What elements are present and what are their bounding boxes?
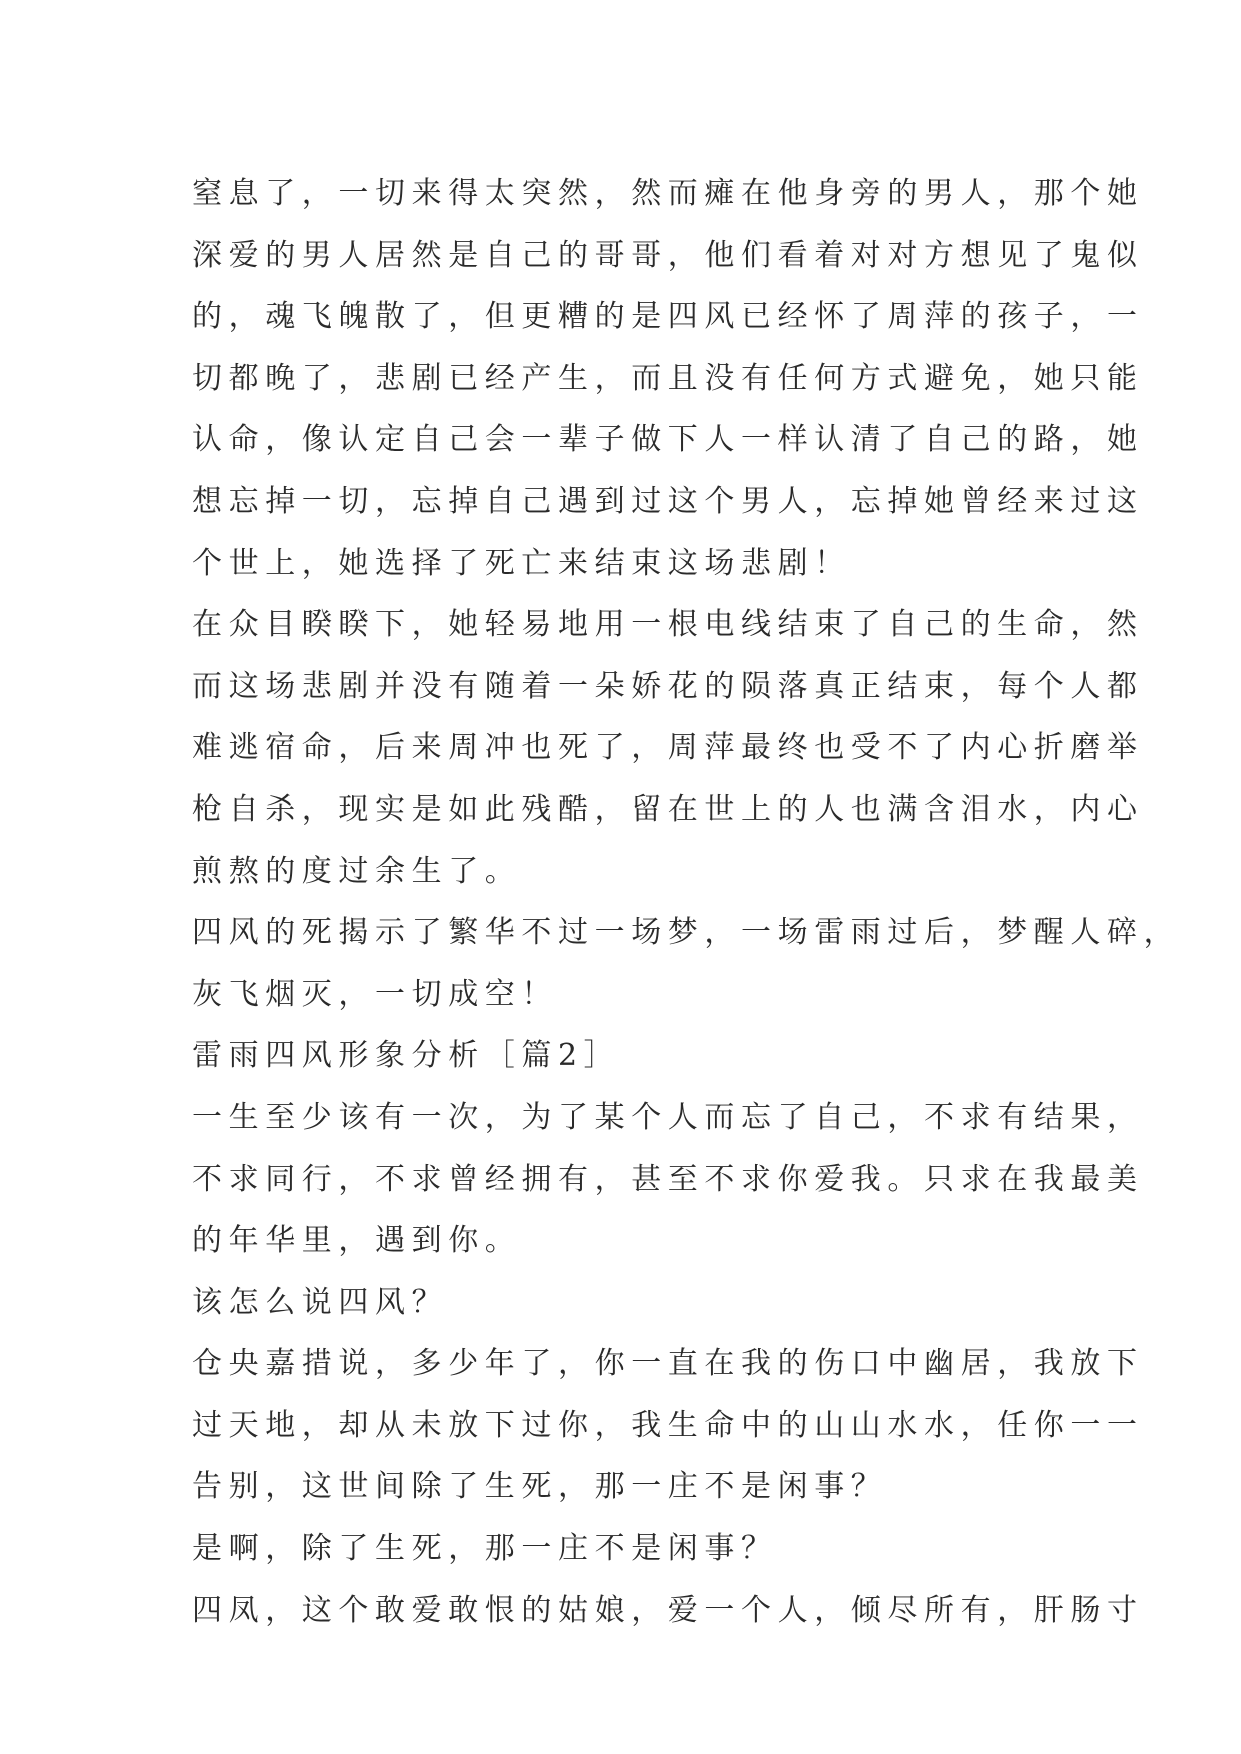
text-line-13: 四风的死揭示了繁华不过一场梦，一场雷雨过后，梦醒人碎， [192, 915, 1181, 951]
text-line-23: 是啊，除了生死，那一庄不是闲事？ [192, 1531, 778, 1567]
text-line-6: 想忘掉一切，忘掉自己遇到过这个男人，忘掉她曾经来过这 [192, 483, 1144, 519]
text-line-11: 枪自杀，现实是如此残酷，留在世上的人也满含泪水，内心 [192, 791, 1144, 827]
text-line-24: 四凤，这个敢爱敢恨的姑娘，爱一个人，倾尽所有，肝肠寸 [192, 1592, 1144, 1628]
text-line-18: 的年华里，遇到你。 [192, 1223, 522, 1259]
text-line-21: 过天地，却从未放下过你，我生命中的山山水水，任你一一 [192, 1407, 1144, 1443]
text-line-20: 仓央嘉措说，多少年了，你一直在我的伤口中幽居，我放下 [192, 1346, 1144, 1382]
text-line-17: 不求同行，不求曾经拥有，甚至不求你爱我。只求在我最美 [192, 1161, 1144, 1197]
text-line-14: 灰飞烟灭，一切成空！ [192, 976, 558, 1012]
text-line-5: 认命，像认定自己会一辈子做下人一样认清了自己的路，她 [192, 422, 1144, 458]
text-line-2: 深爱的男人居然是自己的哥哥，他们看着对对方想见了鬼似 [192, 237, 1144, 273]
text-line-8: 在众目睽睽下，她轻易地用一根电线结束了自己的生命，然 [192, 607, 1144, 643]
text-line-16: 一生至少该有一次，为了某个人而忘了自己，不求有结果， [192, 1099, 1144, 1135]
text-line-4: 切都晚了，悲剧已经产生，而且没有任何方式避免，她只能 [192, 360, 1144, 396]
text-line-19: 该怎么说四风？ [192, 1284, 449, 1320]
text-line-1: 窒息了，一切来得太突然，然而瘫在他身旁的男人，那个她 [192, 176, 1144, 211]
text-line-10: 难逃宿命，后来周冲也死了，周萍最终也受不了内心折磨举 [192, 730, 1144, 766]
text-line-7: 个世上，她选择了死亡来结束这场悲剧！ [192, 545, 851, 581]
text-line-12: 煎熬的度过余生了。 [192, 853, 522, 889]
section-heading: 雷雨四风形象分析［篇2］ [192, 1038, 621, 1074]
text-line-22: 告别，这世间除了生死，那一庄不是闲事？ [192, 1469, 888, 1505]
text-line-9: 而这场悲剧并没有随着一朵娇花的陨落真正结束，每个人都 [192, 668, 1144, 704]
text-line-3: 的，魂飞魄散了，但更糟的是四风已经怀了周萍的孩子，一 [192, 299, 1144, 335]
document-body [192, 163, 1181, 1641]
